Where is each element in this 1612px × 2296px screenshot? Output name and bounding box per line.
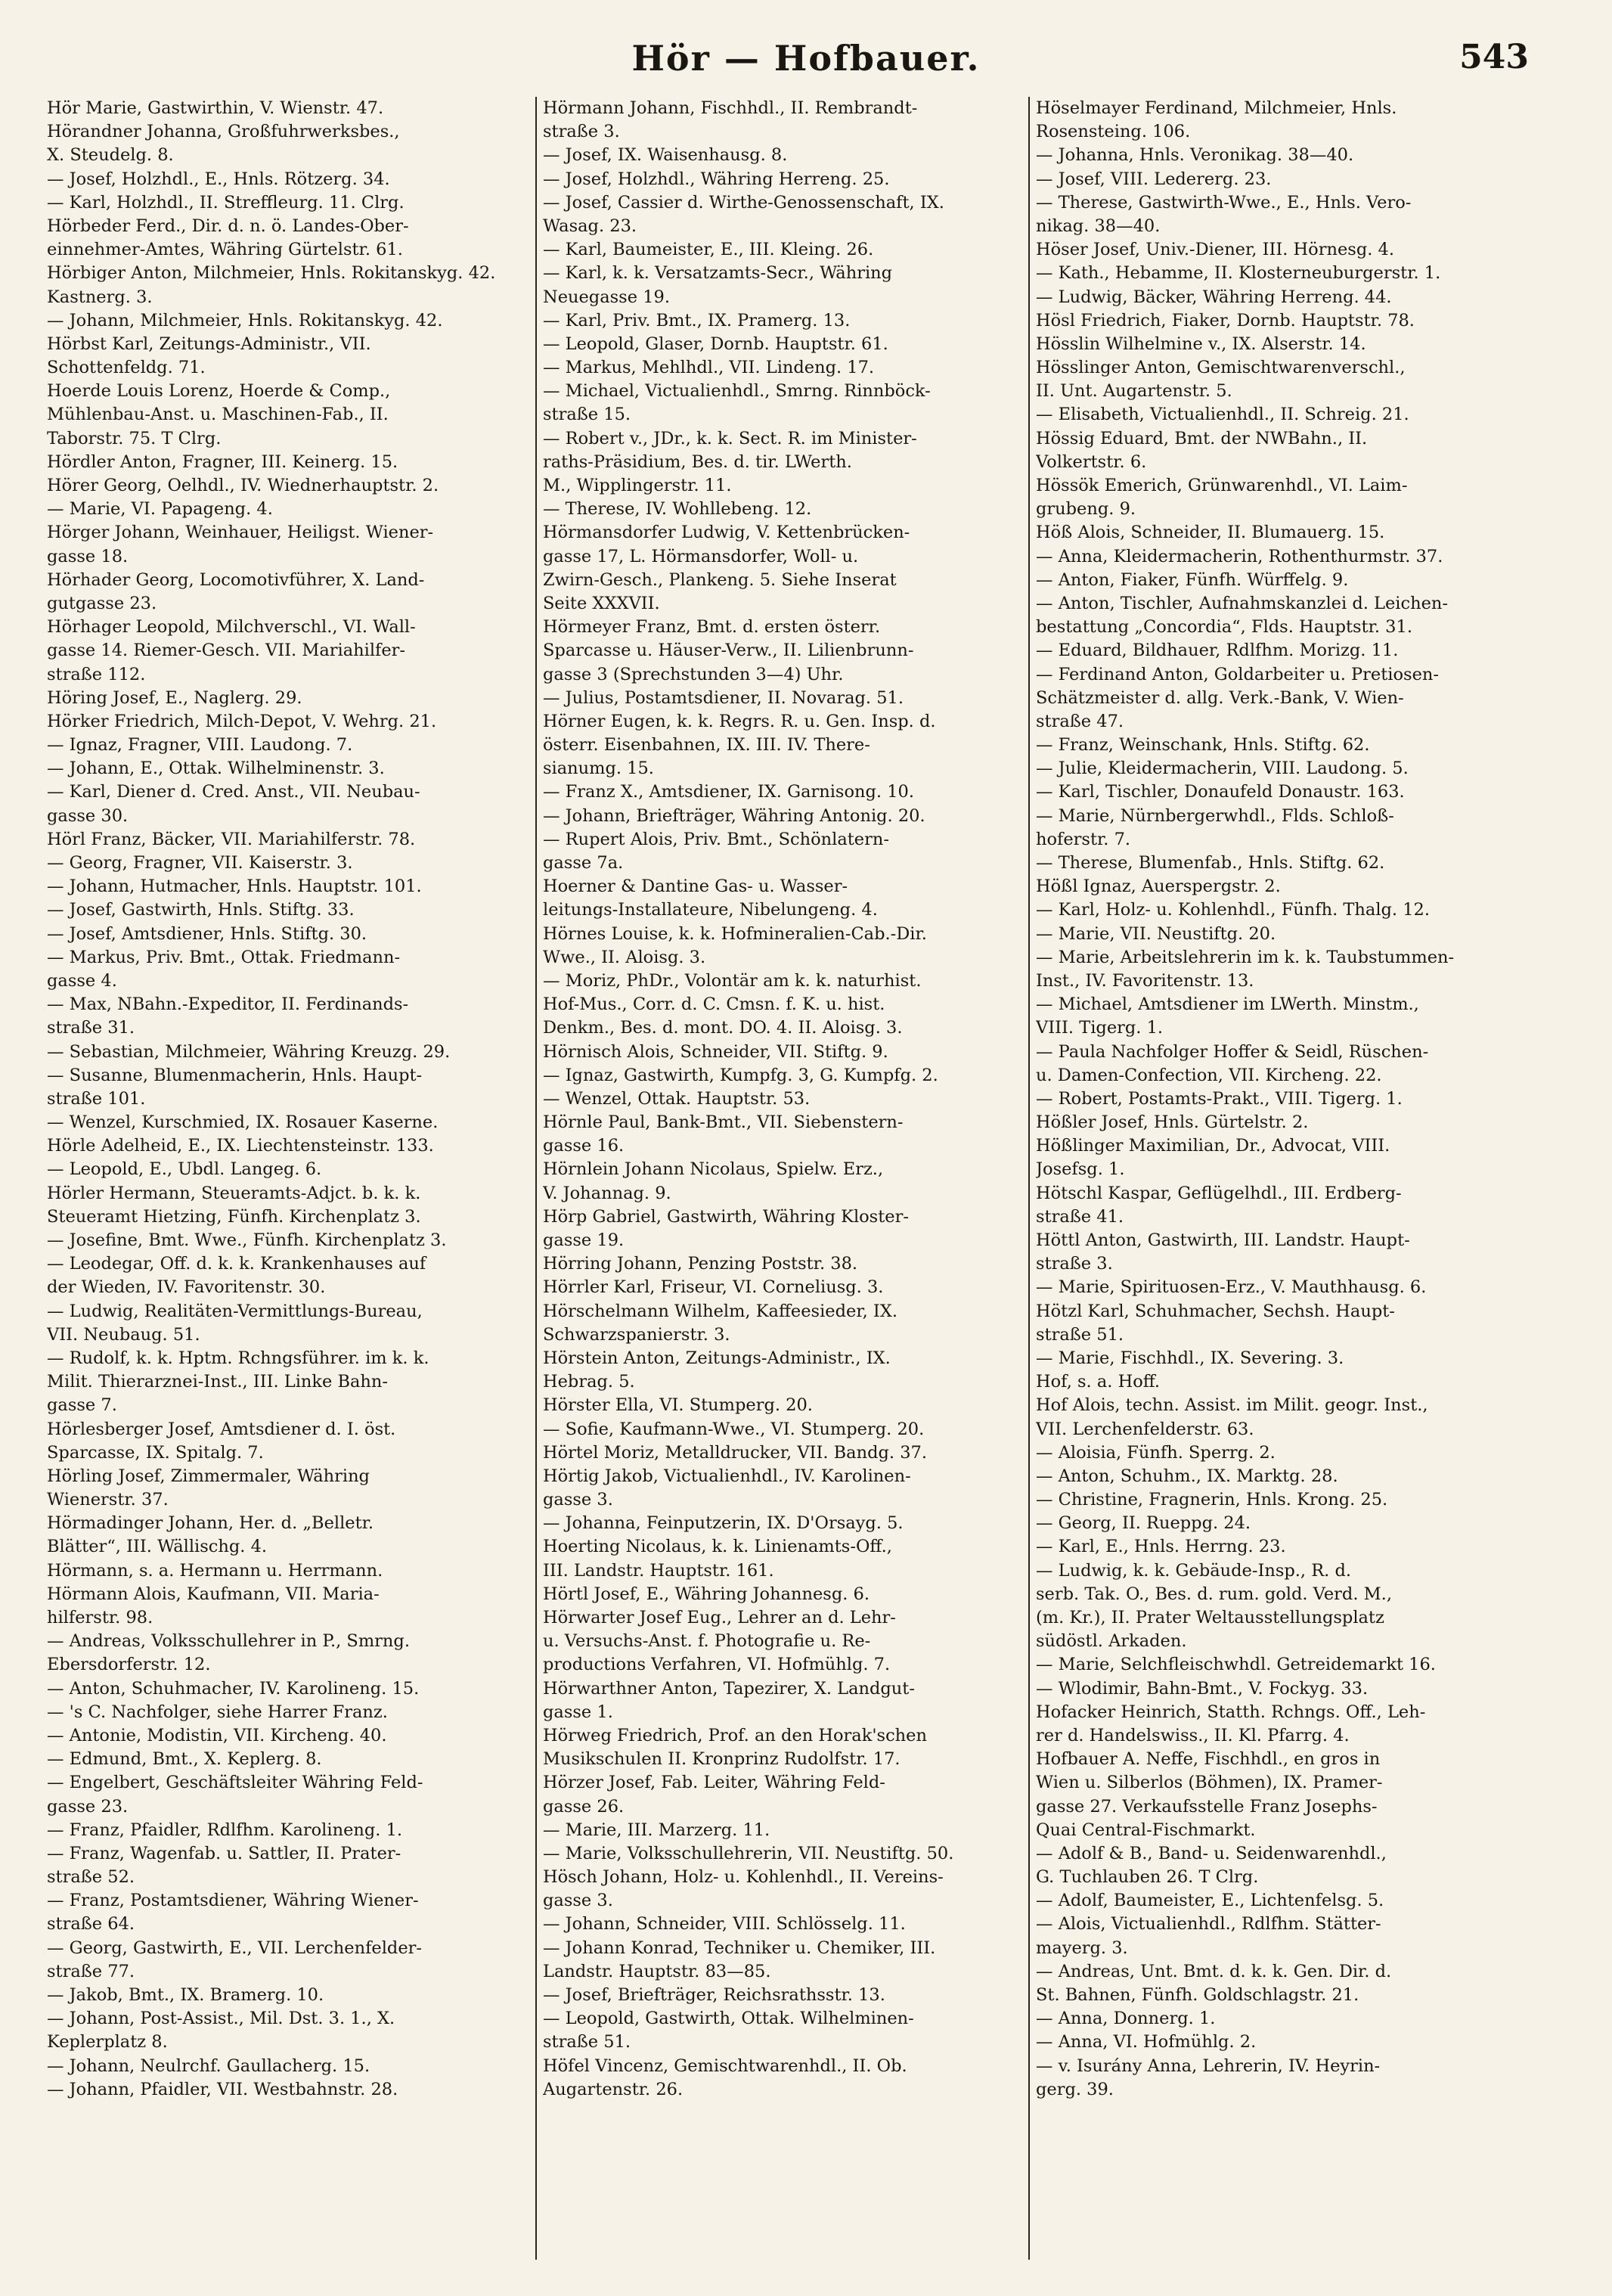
directory-entry-line: Hörnisch Alois, Schneider, VII. Stiftg. 9. — [543, 1041, 888, 1062]
directory-entry-line: — Max, NBahn.-Expeditor, II. Ferdinands- — [47, 994, 409, 1015]
directory-entry-line: VII. Neubaug. 51. — [47, 1324, 200, 1345]
directory-entry-line: Hebrag. 5. — [543, 1372, 635, 1392]
directory-entry-line: — Franz, Wagenfab. u. Sattler, II. Prater- — [47, 1843, 401, 1863]
directory-entry-line: — Marie, VI. Papageng. 4. — [47, 499, 273, 520]
directory-entry-line: Hösslinger Anton, Gemischtwarenverschl., — [1036, 358, 1406, 378]
directory-entry-line: — Franz, Pfaidler, Rdlfhm. Karolineng. 1. — [47, 1820, 403, 1840]
directory-entry-line: südöstl. Arkaden. — [1036, 1631, 1187, 1652]
directory-entry-line: — Wenzel, Ottak. Hauptstr. 53. — [543, 1088, 811, 1109]
directory-entry-line: Hof-Mus., Corr. d. C. Cmsn. f. K. u. hist. — [543, 994, 885, 1015]
directory-entry-line: Volkertstr. 6. — [1036, 451, 1147, 472]
directory-entry-line: Hörhager Leopold, Milchverschl., VI. Wall- — [47, 617, 416, 638]
directory-entry-line: bestattung „Concordia“, Flds. Hauptstr. 31. — [1036, 617, 1412, 638]
directory-entry-line: VII. Lerchenfelderstr. 63. — [1036, 1419, 1254, 1439]
directory-entry-line: — Michael, Amtsdiener im LWerth. Minstm., — [1036, 994, 1419, 1015]
directory-entry-line: — Ludwig, Realitäten-Vermittlungs-Bureau, — [47, 1301, 423, 1321]
directory-entry-line: — Ludwig, Bäcker, Währing Herreng. 44. — [1036, 287, 1392, 307]
directory-entry-line: Hörl Franz, Bäcker, VII. Mariahilferstr. 78. — [47, 829, 416, 849]
directory-entry-line: Hördler Anton, Fragner, III. Keinerg. 15. — [47, 451, 398, 472]
directory-entry-line: straße 51. — [543, 2032, 631, 2052]
directory-entry-line: — Engelbert, Geschäftsleiter Währing Feld- — [47, 1773, 423, 1793]
directory-entry-line: Hörp Gabriel, Gastwirth, Währing Kloster- — [543, 1206, 909, 1227]
directory-entry-line: — Georg, II. Rueppg. 24. — [1036, 1513, 1251, 1534]
directory-entry-line: Hörling Josef, Zimmermaler, Währing — [47, 1466, 370, 1486]
directory-entry-line: gasse 16. — [543, 1136, 625, 1156]
directory-entry-line: — Johann, Neulrchf. Gaullacherg. 15. — [47, 2056, 370, 2076]
directory-entry-line: — Marie, Volksschullehrerin, VII. Neustiftg. 50. — [543, 1843, 954, 1863]
directory-entry-line: — Johann, Post-Assist., Mil. Dst. 3. 1., X. — [47, 2009, 395, 2029]
directory-entry-line: Hößler Josef, Hnls. Gürtelstr. 2. — [1036, 1112, 1309, 1133]
directory-entry-line: einnehmer-Amtes, Währing Gürtelstr. 61. — [47, 240, 403, 260]
directory-entry-line: Hoerting Nicolaus, k. k. Linienamts-Off., — [543, 1537, 892, 1557]
running-head: Hör — Hofbauer. — [631, 38, 981, 79]
directory-entry-line: hoferstr. 7. — [1036, 829, 1131, 849]
directory-entry-line: Hörmann Alois, Kaufmann, VII. Maria- — [47, 1584, 380, 1604]
directory-entry-line: — Josef, Cassier d. Wirthe-Genossenschaft, IX. — [543, 192, 944, 213]
directory-entry-line: straße 77. — [47, 1961, 135, 1981]
directory-entry-line: Hörschelmann Wilhelm, Kaffeesieder, IX. — [543, 1301, 897, 1321]
directory-entry-line: österr. Eisenbahnen, IX. III. IV. There- — [543, 735, 870, 756]
directory-entry-line: — Karl, k. k. Versatzamts-Secr., Währing — [543, 263, 893, 284]
directory-entry-line: St. Bahnen, Fünfh. Goldschlagstr. 21. — [1036, 1985, 1359, 2005]
directory-entry-line: — Leodegar, Off. d. k. k. Krankenhauses auf — [47, 1254, 426, 1274]
directory-entry-line: — Leopold, E., Ubdl. Langeg. 6. — [47, 1159, 322, 1180]
directory-entry-line: Kastnerg. 3. — [47, 287, 153, 307]
directory-entry-line: — Michael, Victualienhdl., Smrng. Rinnböck- — [543, 381, 931, 402]
directory-entry-line: Hörstein Anton, Zeitungs-Administr., IX. — [543, 1348, 891, 1368]
directory-entry-line: Schätzmeister d. allg. Verk.-Bank, V. Wien- — [1036, 687, 1404, 708]
directory-entry-line: Wien u. Silberlos (Böhmen), IX. Pramer- — [1036, 1773, 1383, 1793]
directory-entry-line: straße 64. — [47, 1914, 135, 1935]
directory-entry-line: gasse 3 (Sprechstunden 3—4) Uhr. — [543, 664, 844, 684]
directory-entry-line: Milit. Thierarznei-Inst., III. Linke Bahn- — [47, 1372, 389, 1392]
directory-entry-line: Sparcasse u. Häuser-Verw., II. Lilienbrunn- — [543, 641, 914, 661]
directory-entry-line: Hörner Eugen, k. k. Regrs. R. u. Gen. Insp. d. — [543, 711, 936, 731]
directory-entry-line: Hörwarter Josef Eug., Lehrer an d. Lehr- — [543, 1608, 896, 1627]
directory-entry-line: — Kath., Hebamme, II. Klosterneuburgerstr. 1. — [1036, 263, 1441, 284]
directory-entry-line: — Josef, Briefträger, Reichsrathsstr. 13. — [543, 1985, 885, 2005]
directory-entry-line: Hörlesberger Josef, Amtsdiener d. I. öst. — [47, 1419, 396, 1439]
directory-entry-line: Hörmann Johann, Fischhdl., II. Rembrandt- — [543, 98, 918, 118]
directory-entry-line: — Anton, Schuhmacher, IV. Karolineng. 15. — [47, 1678, 420, 1699]
directory-entry-line: gutgasse 23. — [47, 593, 157, 613]
directory-entry-line: M., Wipplingerstr. 11. — [543, 476, 732, 495]
directory-entry-line: — Karl, E., Hnls. Herrng. 23. — [1036, 1537, 1286, 1557]
directory-entry-line: Rosensteing. 106. — [1036, 122, 1191, 142]
directory-entry-line: — Rudolf, k. k. Hptm. Rchngsführer. im k. k. — [47, 1348, 429, 1368]
directory-entry-line: — Johann, Milchmeier, Hnls. Rokitanskyg. 42. — [47, 310, 443, 330]
directory-entry-line: straße 3. — [543, 122, 620, 142]
directory-entry-line: Ebersdorferstr. 12. — [47, 1655, 211, 1675]
directory-entry-line: III. Landstr. Hauptstr. 161. — [543, 1560, 774, 1581]
directory-entry-line: — Marie, VII. Neustiftg. 20. — [1036, 923, 1276, 944]
directory-entry-line: — Johann, Hutmacher, Hnls. Hauptstr. 101. — [47, 877, 422, 897]
directory-entry-line: Hössök Emerich, Grünwarenhdl., VI. Laim- — [1036, 476, 1408, 495]
directory-entry-line: Josefsg. 1. — [1036, 1159, 1125, 1180]
directory-entry-line: Hösslin Wilhelmine v., IX. Alserstr. 14. — [1036, 334, 1366, 354]
directory-entry-line: — Therese, Blumenfab., Hnls. Stiftg. 62. — [1036, 853, 1385, 873]
directory-entry-line: Hörmann, s. a. Hermann u. Herrmann. — [47, 1560, 383, 1581]
directory-entry-line: — Sofie, Kaufmann-Wwe., VI. Stumperg. 20. — [543, 1419, 925, 1439]
directory-entry-line: — Johann, Schneider, VIII. Schlösselg. 11. — [543, 1914, 906, 1935]
directory-entry-line: — Eduard, Bildhauer, Rdlfhm. Morizg. 11. — [1036, 641, 1399, 661]
directory-entry-line: Hörker Friedrich, Milch-Depot, V. Wehrg. 21. — [47, 711, 437, 731]
directory-entry-line: Hössig Eduard, Bmt. der NWBahn., II. — [1036, 428, 1368, 448]
directory-entry-line: — Moriz, PhDr., Volontär am k. k. naturhist. — [543, 970, 922, 991]
directory-entry-line: Höfel Vincenz, Gemischtwarenhdl., II. Ob. — [543, 2056, 907, 2076]
directory-entry-line: G. Tuchlauben 26. T Clrg. — [1036, 1867, 1259, 1888]
directory-entry-line: — Anton, Fiaker, Fünfh. Würffelg. 9. — [1036, 569, 1349, 590]
entries-column-3 — [1036, 97, 1520, 2275]
directory-entry-line: Hötschl Kaspar, Geflügelhdl., III. Erdberg- — [1036, 1183, 1402, 1203]
directory-entry-line: — Marie, Spirituosen-Erz., V. Mauthhausg. 6. — [1036, 1277, 1427, 1298]
directory-entry-line: — Aloisia, Fünfh. Sperrg. 2. — [1036, 1442, 1276, 1463]
directory-entry-line: gasse 26. — [543, 1796, 625, 1817]
directory-entry-line: Hörrler Karl, Friseur, VI. Corneliusg. 3. — [543, 1277, 884, 1298]
directory-entry-line: Zwirn-Gesch., Plankeng. 5. Siehe Inserat — [543, 569, 897, 590]
directory-entry-line: Hösl Friedrich, Fiaker, Dornb. Hauptstr. 78. — [1036, 310, 1415, 330]
directory-entry-line: raths-Präsidium, Bes. d. tir. LWerth. — [543, 451, 852, 472]
directory-entry-line: gasse 3. — [543, 1891, 613, 1911]
directory-entry-line: gasse 4. — [47, 970, 117, 991]
directory-entry-line: gasse 7a. — [543, 853, 624, 873]
page-header — [0, 30, 1612, 91]
directory-entry-line: — Marie, III. Marzerg. 11. — [543, 1820, 770, 1840]
directory-entry-line: straße 51. — [1036, 1324, 1124, 1345]
directory-entry-line: Hösch Johann, Holz- u. Kohlenhdl., II. Vereins- — [543, 1867, 944, 1888]
directory-entry-line: Hörmansdorfer Ludwig, V. Kettenbrücken- — [543, 523, 910, 543]
directory-entry-line: straße 52. — [47, 1867, 135, 1888]
directory-entry-line: — Karl, Priv. Bmt., IX. Pramerg. 13. — [543, 310, 851, 330]
directory-entry-line: Hörweg Friedrich, Prof. an den Horak'schen — [543, 1725, 927, 1745]
directory-entry-line: — Marie, Arbeitslehrerin im k. k. Taubstummen- — [1036, 947, 1455, 967]
directory-entry-line: — Johann, Briefträger, Währing Antonig. 20. — [543, 805, 925, 826]
directory-entry-line: Neuegasse 19. — [543, 287, 670, 307]
directory-entry-line: — Karl, Holzhdl., II. Streffleurg. 11. Clrg. — [47, 192, 405, 213]
directory-entry-line: Höring Josef, E., Naglerg. 29. — [47, 687, 302, 708]
directory-entry-line: gasse 23. — [47, 1796, 129, 1817]
directory-entry-line: Höttl Anton, Gastwirth, III. Landstr. Haupt- — [1036, 1230, 1410, 1250]
directory-entry-line: der Wieden, IV. Favoritenstr. 30. — [47, 1277, 326, 1298]
directory-entry-line: — Karl, Baumeister, E., III. Kleing. 26. — [543, 240, 874, 260]
directory-entry-line: straße 101. — [47, 1088, 146, 1109]
directory-entry-line: Hörnes Louise, k. k. Hofmineralien-Cab.-Dir. — [543, 923, 927, 944]
directory-entry-line: rer d. Handelswiss., II. Kl. Pfarrg. 4. — [1036, 1725, 1350, 1745]
directory-entry-line: Hörster Ella, VI. Stumperg. 20. — [543, 1395, 813, 1416]
directory-entry-line: — Anton, Tischler, Aufnahmskanzlei d. Leichen- — [1036, 593, 1448, 613]
directory-entry-line: Wwe., II. Aloisg. 3. — [543, 947, 706, 967]
directory-entry-line: — Anna, VI. Hofmühlg. 2. — [1036, 2032, 1257, 2052]
directory-entry-line: — Christine, Fragnerin, Hnls. Krong. 25. — [1036, 1490, 1388, 1510]
directory-entry-line: straße 31. — [47, 1018, 135, 1038]
column-divider — [1028, 97, 1030, 2260]
directory-entry-line: gasse 19. — [543, 1230, 625, 1250]
directory-entry-line: Hörmeyer Franz, Bmt. d. ersten österr. — [543, 617, 881, 638]
directory-entry-line: Hör Marie, Gastwirthin, V. Wienstr. 47. — [47, 98, 384, 118]
directory-entry-line: — Marie, Selchfleischwhdl. Getreidemarkt 16. — [1036, 1655, 1436, 1675]
directory-entry-line: — Anna, Donnerg. 1. — [1036, 2009, 1216, 2029]
directory-entry-line: gasse 27. Verkaufsstelle Franz Josephs- — [1036, 1796, 1378, 1817]
directory-entry-line: — Leopold, Gastwirth, Ottak. Wilhelminen- — [543, 2009, 914, 2029]
directory-entry-line: — Adolf & B., Band- u. Seidenwarenhdl., — [1036, 1843, 1387, 1863]
directory-entry-line: grubeng. 9. — [1036, 499, 1136, 520]
directory-entry-line: — Wlodimir, Bahn-Bmt., V. Fockyg. 33. — [1036, 1678, 1369, 1699]
directory-entry-line: Sparcasse, IX. Spitalg. 7. — [47, 1442, 264, 1463]
directory-entry-line: — Therese, Gastwirth-Wwe., E., Hnls. Vero- — [1036, 192, 1412, 213]
directory-entry-line: Schwarzspanierstr. 3. — [543, 1324, 730, 1345]
directory-entry-line: Wasag. 23. — [543, 216, 637, 236]
directory-entry-line: Taborstr. 75. T Clrg. — [47, 428, 222, 448]
directory-entry-line: — Karl, Holz- u. Kohlenhdl., Fünfh. Thalg. 12. — [1036, 900, 1431, 920]
directory-entry-line: — Josef, VIII. Ledererg. 23. — [1036, 169, 1272, 189]
directory-entry-line: — Elisabeth, Victualienhdl., II. Schreig. 21. — [1036, 405, 1409, 425]
directory-entry-line: V. Johannag. 9. — [543, 1183, 671, 1203]
directory-entry-line: — Sebastian, Milchmeier, Währing Kreuzg. 29. — [47, 1041, 451, 1062]
directory-entry-line: Hörhader Georg, Locomotivführer, X. Land- — [47, 569, 425, 590]
directory-entry-line: Hofbauer A. Neffe, Fischhdl., en gros in — [1036, 1749, 1381, 1770]
directory-entry-line: — Josef, IX. Waisenhausg. 8. — [543, 145, 788, 166]
directory-entry-line: — Johann, E., Ottak. Wilhelminenstr. 3. — [47, 759, 385, 779]
directory-entry-line: — Johann, Pfaidler, VII. Westbahnstr. 28. — [47, 2079, 398, 2099]
directory-entry-line: Mühlenbau-Anst. u. Maschinen-Fab., II. — [47, 405, 389, 425]
directory-entry-line: — Andreas, Unt. Bmt. d. k. k. Gen. Dir. d. — [1036, 1961, 1392, 1981]
directory-entry-line: — Josef, Amtsdiener, Hnls. Stiftg. 30. — [47, 923, 367, 944]
directory-entry-line: Höselmayer Ferdinand, Milchmeier, Hnls. — [1036, 98, 1397, 118]
directory-entry-line: Blätter“, III. Wällischg. 4. — [47, 1537, 268, 1557]
directory-entry-line: Hörnle Paul, Bank-Bmt., VII. Siebenstern- — [543, 1112, 904, 1133]
directory-entry-line: Hörger Johann, Weinhauer, Heiligst. Wiener- — [47, 523, 434, 543]
directory-entry-line: — v. Isurány Anna, Lehrerin, IV. Heyrin- — [1036, 2056, 1381, 2076]
directory-entry-line: gasse 3. — [543, 1490, 613, 1510]
directory-entry-line: Höß Alois, Schneider, II. Blumauerg. 15. — [1036, 523, 1385, 543]
directory-entry-line: Höser Josef, Univ.-Diener, III. Hörnesg. 4. — [1036, 240, 1395, 260]
directory-entry-line: gasse 1. — [543, 1702, 613, 1722]
directory-entry-line: gasse 17, L. Hörmansdorfer, Woll- u. — [543, 546, 859, 566]
directory-entry-line: hilferstr. 98. — [47, 1608, 153, 1627]
directory-entry-line: productions Verfahren, VI. Hofmühlg. 7. — [543, 1655, 891, 1675]
directory-entry-line: — Karl, Diener d. Cred. Anst., VII. Neubau- — [47, 782, 420, 802]
directory-entry-line: — Ignaz, Fragner, VIII. Laudong. 7. — [47, 735, 353, 756]
directory-entry-line: — Franz, Postamtsdiener, Währing Wiener- — [47, 1891, 419, 1911]
directory-entry-line: Hörbst Karl, Zeitungs-Administr., VII. — [47, 334, 371, 354]
directory-entry-line: — Paula Nachfolger Hoffer & Seidl, Rüschen- — [1036, 1041, 1429, 1062]
directory-entry-line: Hof Alois, techn. Assist. im Milit. geogr. Inst., — [1036, 1395, 1428, 1416]
directory-entry-line: Hörle Adelheid, E., IX. Liechtensteinstr. 133. — [47, 1136, 434, 1156]
directory-entry-line: Hörtel Moriz, Metalldrucker, VII. Bandg. 37. — [543, 1442, 927, 1463]
directory-entry-line: — Johanna, Hnls. Veronikag. 38—40. — [1036, 145, 1354, 166]
directory-entry-line: Hörbiger Anton, Milchmeier, Hnls. Rokitanskyg. 42. — [47, 263, 496, 284]
directory-entry-line: — Adolf, Baumeister, E., Lichtenfelsg. 5. — [1036, 1891, 1384, 1911]
directory-entry-line: — Ignaz, Gastwirth, Kumpfg. 3, G. Kumpfg. 2. — [543, 1065, 938, 1085]
directory-entry-line: — Josefine, Bmt. Wwe., Fünfh. Kirchenplatz 3. — [47, 1230, 447, 1250]
column-divider — [535, 97, 537, 2260]
directory-entry-line: — Antonie, Modistin, VII. Kircheng. 40. — [47, 1725, 387, 1745]
directory-entry-line: — Josef, Gastwirth, Hnls. Stiftg. 33. — [47, 900, 355, 920]
directory-entry-line: — Andreas, Volksschullehrer in P., Smrng. — [47, 1631, 410, 1652]
directory-entry-line: — Anton, Schuhm., IX. Marktg. 28. — [1036, 1466, 1338, 1486]
directory-entry-line: Musikschulen II. Kronprinz Rudolfstr. 17. — [543, 1749, 901, 1770]
directory-entry-line: — Therese, IV. Wohllebeng. 12. — [543, 499, 812, 520]
directory-entry-line: straße 41. — [1036, 1206, 1124, 1227]
directory-entry-line: — Susanne, Blumenmacherin, Hnls. Haupt- — [47, 1065, 423, 1085]
directory-entry-line: Hörmadinger Johann, Her. d. „Belletr. — [47, 1513, 374, 1534]
directory-entry-line: — Marie, Nürnbergerwhdl., Flds. Schloß- — [1036, 805, 1394, 826]
directory-entry-line: Hof, s. a. Hoff. — [1036, 1372, 1161, 1392]
directory-entry-line: leitungs-Installateure, Nibelungeng. 4. — [543, 900, 878, 920]
directory-entry-line: Hörzer Josef, Fab. Leiter, Währing Feld- — [543, 1773, 885, 1793]
directory-entry-line: — Georg, Fragner, VII. Kaiserstr. 3. — [47, 853, 353, 873]
directory-entry-line: — Julius, Postamtsdiener, II. Novarag. 51. — [543, 687, 904, 708]
directory-entry-line: — Ferdinand Anton, Goldarbeiter u. Pretiosen- — [1036, 664, 1439, 684]
entries-column-2 — [543, 97, 1027, 2275]
directory-entry-line: Hoerner & Dantine Gas- u. Wasser- — [543, 877, 848, 897]
directory-entry-line: sianumg. 15. — [543, 759, 654, 779]
directory-entry-line: Hörwarthner Anton, Tapezirer, X. Landgut- — [543, 1678, 915, 1699]
directory-entry-line: Hörler Hermann, Steueramts-Adjct. b. k. k. — [47, 1183, 421, 1203]
directory-entry-line: straße 15. — [543, 405, 631, 425]
directory-entry-line: — Wenzel, Kurschmied, IX. Rosauer Kaserne. — [47, 1112, 439, 1133]
directory-entry-line: — Robert v., JDr., k. k. Sect. R. im Minister- — [543, 428, 917, 448]
directory-entry-line: — Karl, Tischler, Donaufeld Donaustr. 163. — [1036, 782, 1405, 802]
directory-entry-line: — Georg, Gastwirth, E., VII. Lerchenfelder- — [47, 1938, 423, 1958]
directory-entry-line: Hörer Georg, Oelhdl., IV. Wiednerhauptstr. 2. — [47, 476, 439, 495]
directory-entry-line: — Julie, Kleidermacherin, VIII. Laudong. 5. — [1036, 759, 1409, 779]
directory-entry-line: Schottenfeldg. 71. — [47, 358, 206, 378]
directory-entry-line: Hörtl Josef, E., Währing Johannesg. 6. — [543, 1584, 870, 1604]
directory-entry-line: — Johann Konrad, Techniker u. Chemiker, III. — [543, 1938, 936, 1958]
directory-entry-line: gasse 18. — [47, 546, 129, 566]
directory-entry-line: Hörtig Jakob, Victualienhdl., IV. Karolinen- — [543, 1466, 911, 1486]
directory-entry-line: Hötzl Karl, Schuhmacher, Sechsh. Haupt- — [1036, 1301, 1395, 1321]
directory-entry-line: — Rupert Alois, Priv. Bmt., Schönlatern- — [543, 829, 889, 849]
directory-entry-line: Hößlinger Maximilian, Dr., Advocat, VIII. — [1036, 1136, 1390, 1156]
directory-entry-line: Hörnlein Johann Nicolaus, Spielw. Erz., — [543, 1159, 884, 1180]
directory-entry-line: — Robert, Postamts-Prakt., VIII. Tigerg. 1. — [1036, 1088, 1403, 1109]
directory-entry-line: — Markus, Mehlhdl., VII. Lindeng. 17. — [543, 358, 875, 378]
directory-entry-line: — Ludwig, k. k. Gebäude-Insp., R. d. — [1036, 1560, 1352, 1581]
directory-entry-line: gasse 14. Riemer-Gesch. VII. Mariahilfer- — [47, 641, 406, 661]
directory-entry-line: straße 3. — [1036, 1254, 1113, 1274]
directory-entry-line: — Markus, Priv. Bmt., Ottak. Friedmann- — [47, 947, 401, 967]
directory-entry-line: — Anna, Kleidermacherin, Rothenthurmstr. 37. — [1036, 546, 1443, 566]
directory-entry-line: — Jakob, Bmt., IX. Bramerg. 10. — [47, 1985, 324, 2005]
directory-entry-line: u. Versuchs-Anst. f. Photografie u. Re- — [543, 1631, 871, 1652]
directory-entry-line: — Leopold, Glaser, Dornb. Hauptstr. 61. — [543, 334, 888, 354]
directory-entry-line: Inst., IV. Favoritenstr. 13. — [1036, 970, 1254, 991]
directory-entry-line: Hößl Ignaz, Auerspergstr. 2. — [1036, 877, 1281, 897]
directory-entry-line: nikag. 38—40. — [1036, 216, 1161, 236]
directory-entry-line: — Johanna, Feinputzerin, IX. D'Orsayg. 5. — [543, 1513, 904, 1534]
directory-entry-line: — Josef, Holzhdl., E., Hnls. Rötzerg. 34. — [47, 169, 390, 189]
directory-entry-line: serb. Tak. O., Bes. d. rum. gold. Verd. M., — [1036, 1584, 1392, 1604]
directory-entry-line: u. Damen-Confection, VII. Kircheng. 22. — [1036, 1065, 1382, 1085]
directory-entry-line: straße 112. — [47, 664, 146, 684]
directory-entry-line: — Edmund, Bmt., X. Keplerg. 8. — [47, 1749, 322, 1770]
directory-entry-line: Seite XXXVII. — [543, 593, 660, 613]
directory-entry-line: Quai Central-Fischmarkt. — [1036, 1820, 1256, 1840]
directory-entry-line: — Franz, Weinschank, Hnls. Stiftg. 62. — [1036, 735, 1370, 756]
directory-entry-line: — Marie, Fischhdl., IX. Severing. 3. — [1036, 1348, 1344, 1368]
directory-entry-line: Augartenstr. 26. — [543, 2079, 684, 2099]
directory-entry-line: Hörbeder Ferd., Dir. d. n. ö. Landes-Ober- — [47, 216, 409, 236]
directory-entry-line: — Josef, Holzhdl., Währing Herreng. 25. — [543, 169, 890, 189]
directory-entry-line: gasse 30. — [47, 805, 129, 826]
directory-entry-line: X. Steudelg. 8. — [47, 145, 174, 166]
directory-entry-line: — Alois, Victualienhdl., Rdlfhm. Stätter- — [1036, 1914, 1381, 1935]
directory-entry-line: Steueramt Hietzing, Fünfh. Kirchenplatz 3. — [47, 1206, 421, 1227]
directory-entry-line: mayerg. 3. — [1036, 1938, 1128, 1958]
directory-entry-line: Wienerstr. 37. — [47, 1490, 169, 1510]
directory-entry-line: Keplerplatz 8. — [47, 2032, 168, 2052]
directory-entry-line: VIII. Tigerg. 1. — [1036, 1018, 1164, 1038]
directory-entry-line: — Franz X., Amtsdiener, IX. Garnisong. 10. — [543, 782, 915, 802]
entries-column-1 — [47, 97, 531, 2275]
directory-entry-line: Hoerde Louis Lorenz, Hoerde & Comp., — [47, 381, 391, 402]
directory-entry-line: Landstr. Hauptstr. 83—85. — [543, 1961, 771, 1981]
directory-entry-line: straße 47. — [1036, 711, 1124, 731]
directory-entry-line: Hörandner Johanna, Großfuhrwerksbes., — [47, 122, 400, 142]
directory-entry-line: Denkm., Bes. d. mont. DO. 4. II. Aloisg. 3. — [543, 1018, 903, 1038]
page-number: 543 — [1459, 38, 1529, 76]
directory-entry-line: (m. Kr.), II. Prater Weltausstellungsplatz — [1036, 1608, 1384, 1627]
directory-entry-line: Hörring Johann, Penzing Poststr. 38. — [543, 1254, 858, 1274]
directory-entry-line: gerg. 39. — [1036, 2079, 1114, 2099]
directory-entry-line: — 's C. Nachfolger, siehe Harrer Franz. — [47, 1702, 388, 1722]
directory-entry-line: Hofacker Heinrich, Statth. Rchngs. Off., Leh- — [1036, 1702, 1426, 1722]
directory-entry-line: gasse 7. — [47, 1395, 117, 1416]
directory-entry-line: II. Unt. Augartenstr. 5. — [1036, 381, 1232, 402]
